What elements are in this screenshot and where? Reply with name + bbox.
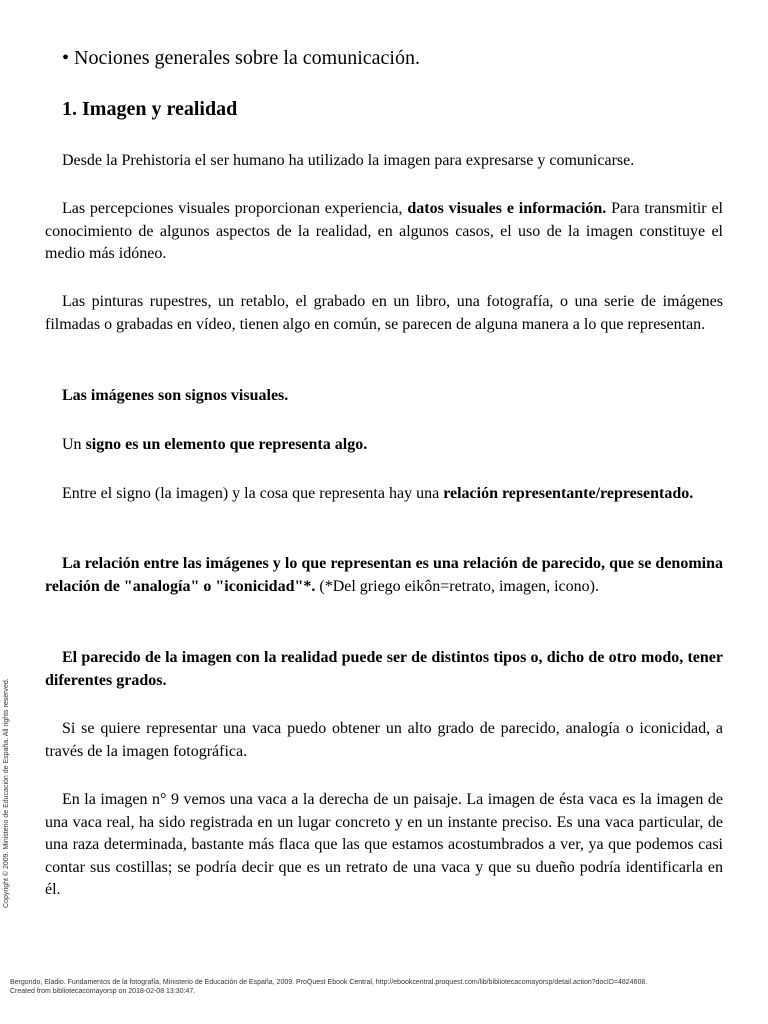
paragraph-text: Un — [62, 436, 86, 453]
paragraph-text: Entre el signo (la imagen) y la cosa que representa hay una — [62, 485, 444, 502]
paragraph-text: Las pinturas rupestres, un retablo, el grabado en un libro, una fotografía, o una serie de imágenes filmadas o grabadas en vídeo, tienen algo en común, se parecen de alguna manera a lo que representan. — [45, 293, 723, 333]
paragraph-text: (*Del griego eikôn=retrato, imagen, icono). — [315, 577, 599, 595]
paragraph-prehistoria — [45, 150, 723, 173]
paragraph-percepciones — [45, 198, 723, 266]
section-heading: 1. Imagen y realidad — [62, 98, 238, 120]
paragraph-text: En la imagen n° 9 vemos una vaca a la derecha de un paisaje. La imagen de ésta vaca es la imagen de una vaca real, ha sido registrada en un lugar concreto y en un instante preciso. Es una vaca particular, de una raza determinada, bastante más flaca que las que estamos acostumbrados a ver, ya que podemos casi contar sus costillas; se podría decir que es un retrato de una vaca y que su dueño podría identificarla en él. — [45, 791, 723, 898]
paragraph-text: Las percepciones visuales proporcionan experiencia, — [62, 200, 408, 217]
copyright-notice: Copyright © 2009. Ministerio de Educación de España. All rights reserved. — [3, 678, 10, 908]
paragraph-signos-visuales — [45, 385, 723, 408]
paragraph-text: Si se quiere representar una vaca puedo obtener un alto grado de parecido, analogía o iconicidad, a través de la imagen fotográfica. — [45, 720, 723, 760]
paragraph-text: Desde la Prehistoria el ser humano ha utilizado la imagen para expresarse y comunicarse. — [62, 152, 635, 169]
paragraph-imagen-9 — [45, 789, 723, 902]
paragraph-signo — [45, 434, 723, 457]
paragraph-analogia — [45, 553, 723, 598]
bold-text: La relación entre las imágenes y lo que representan es una relación de parecido, que se denomina relación de "analogía" o "iconicidad"*. — [45, 555, 723, 595]
bold-text: datos visuales e información. — [407, 200, 607, 217]
citation-footer — [10, 978, 647, 996]
paragraph-parecido — [45, 647, 723, 692]
bullet-heading: • Nociones generales sobre la comunicación. — [62, 47, 420, 69]
bold-text: Las imágenes son signos visuales. — [62, 387, 289, 404]
paragraph-vaca — [45, 718, 723, 763]
bold-text: El parecido de la imagen con la realidad puede ser de distintos tipos o, dicho de otro modo, tener diferentes grados. — [45, 649, 723, 689]
paragraph-text: Para transmitir el conocimiento de algunos aspectos de la realidad, en algunos casos, el uso de la imagen constituye el medio más idóneo. — [45, 200, 724, 262]
bold-text: signo es un elemento que representa algo. — [85, 436, 368, 453]
bold-text: relación representante/representado. — [443, 485, 694, 502]
citation-line: Bergondo, Eladio. Fundamentos de la fotografía, Ministerio de Educación de España, 2009. ProQuest Ebook Central, http://ebookcentral.proquest.com/lib/bibliotecacomayorsp/detail.action?docID=4824608. — [10, 979, 648, 986]
paragraph-pinturas — [45, 291, 723, 336]
paragraph-relacion — [45, 483, 723, 506]
created-line: Created from bibliotecacomayorsp on 2018-02-08 13:30:47. — [10, 988, 196, 995]
